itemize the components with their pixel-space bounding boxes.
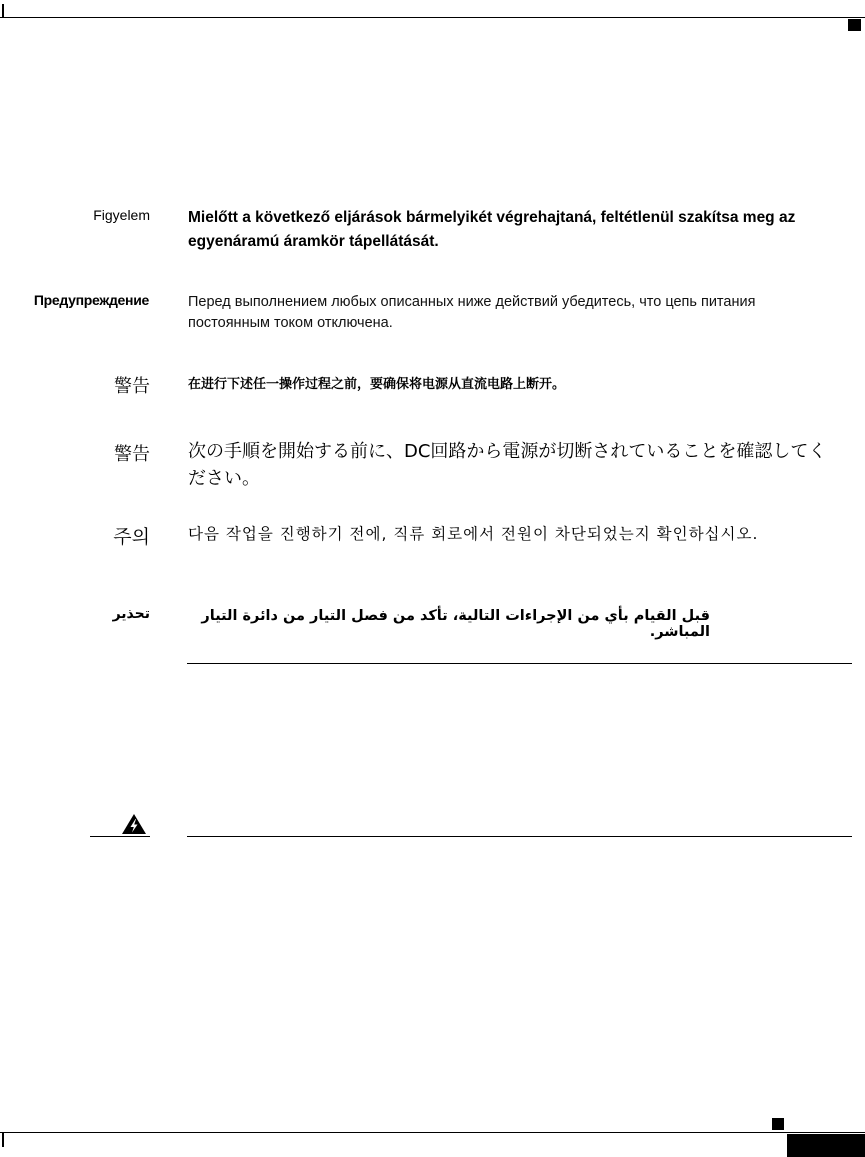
warning-text-russian: Перед выполнением любых описанных ниже действий убедитесь, что цепь питания постоянным током отключена.	[188, 294, 756, 331]
header-corner-mark	[848, 19, 861, 31]
footer-mark	[772, 1118, 784, 1130]
warning-text-korean: 다음 작업을 진행하기 전에, 직류 회로에서 전원이 차단되었는지 확인하십시오.	[188, 525, 759, 543]
warning-label-arabic: تحذير	[112, 606, 150, 622]
footer-page-tab	[787, 1134, 865, 1157]
header-left-tick	[2, 4, 4, 17]
warning-label-hungarian: Figyelem	[93, 207, 150, 223]
footer-rule	[0, 1132, 865, 1133]
warning-text-japanese: 次の手順を開始する前に、DC回路から電源が切断されていることを確認してください。	[188, 441, 827, 489]
warning-label-chinese: 警告	[114, 376, 150, 396]
header-rule	[0, 17, 865, 18]
warning-text-arabic: قبل القيام بأي من الإجراءات التالية، تأكد من فصل التيار من دائرة التيار المباشر.	[201, 608, 710, 640]
warning-text-hungarian: Mielőtt a következő eljárások bármelyikét végrehajtaná, feltétlenül szakítsa meg az egyenáramú áramkör tápellátását.	[188, 209, 796, 250]
footer-left-tick	[2, 1133, 4, 1147]
warning-section-rule	[187, 836, 852, 837]
warning-label-japanese: 警告	[114, 444, 150, 464]
warning-label-korean: 주의	[113, 527, 150, 548]
section-divider	[187, 663, 852, 664]
warning-label-russian: Предупреждение	[33, 292, 149, 308]
warning-triangle-icon	[121, 813, 147, 835]
warning-text-chinese: 在进行下述任一操作过程之前，要确保将电源从直流电路上断开。	[188, 377, 566, 392]
warning-icon-rule	[90, 836, 150, 837]
